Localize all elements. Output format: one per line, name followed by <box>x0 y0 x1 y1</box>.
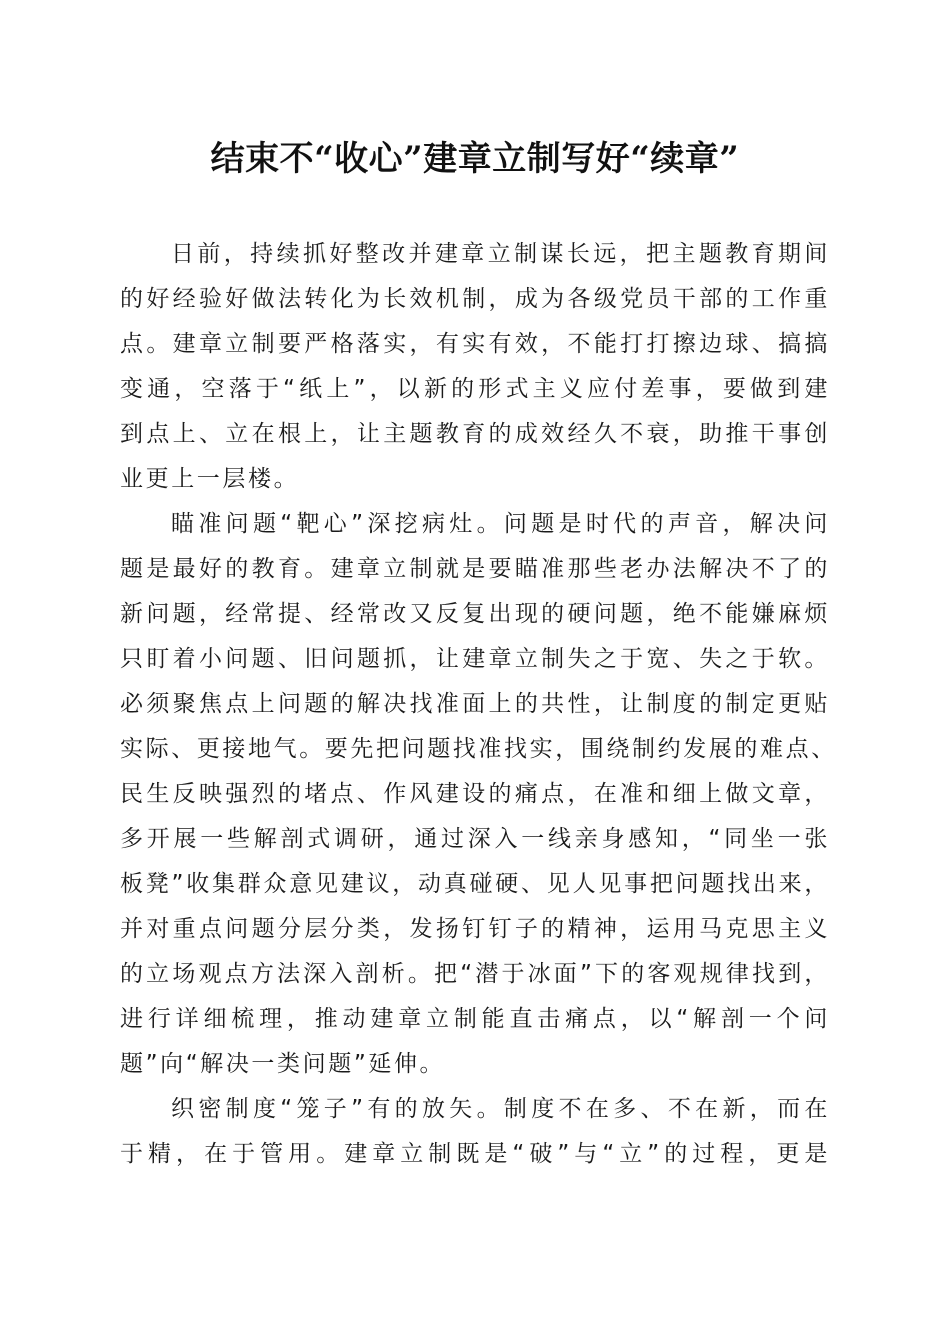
paragraph-1 <box>120 232 830 502</box>
text-line: 进行详细梳理，推动建章立制能直击痛点，以“解剖一个问 <box>120 1006 830 1032</box>
paragraph-3 <box>120 1087 830 1177</box>
text-line: 织密制度“笼子”有的放矢。制度不在多、不在新，而在 <box>171 1096 830 1122</box>
text-line: 的好经验好做法转化为长效机制，成为各级党员干部的工作重 <box>120 286 830 312</box>
text-line: 实际、更接地气。要先把问题找准找实，围绕制约发展的难点、 <box>120 736 837 762</box>
text-line: 题”向“解决一类问题”延伸。 <box>120 1051 446 1077</box>
text-line: 只盯着小问题、旧问题抓，让建章立制失之于宽、失之于软。 <box>120 646 830 672</box>
text-line: 到点上、立在根上，让主题教育的成效经久不衰，助推干事创 <box>120 421 830 447</box>
text-line: 题是最好的教育。建章立制就是要瞄准那些老办法解决不了的 <box>120 556 830 582</box>
text-line: 瞄准问题“靶心”深挖病灶。问题是时代的声音，解决问 <box>171 511 830 537</box>
document-body <box>120 232 837 1177</box>
text-line: 新问题，经常提、经常改又反复出现的硬问题，绝不能嫌麻烦 <box>120 601 830 627</box>
text-line: 板凳”收集群众意见建议，动真碰硬、见人见事把问题找出来， <box>120 871 830 897</box>
text-line: 多开展一些解剖式调研，通过深入一线亲身感知，“同坐一张 <box>120 826 830 852</box>
text-line: 必须聚焦点上问题的解决找准面上的共性，让制度的制定更贴 <box>120 691 830 717</box>
document-title: 结束不“收心”建章立制写好“续章” <box>210 139 740 179</box>
text-line: 日前，持续抓好整改并建章立制谋长远，把主题教育期间 <box>171 241 830 267</box>
text-line: 的立场观点方法深入剖析。把“潜于冰面”下的客观规律找到， <box>120 961 830 987</box>
text-line: 业更上一层楼。 <box>120 466 300 492</box>
paragraph-2 <box>120 502 837 1087</box>
text-line: 并对重点问题分层分类，发扬钉钉子的精神，运用马克思主义 <box>120 916 830 942</box>
text-line: 民生反映强烈的堵点、作风建设的痛点，在准和细上做文章， <box>120 781 830 807</box>
text-line: 于精，在于管用。建章立制既是“破”与“立”的过程，更是 <box>120 1141 830 1167</box>
text-line: 点。建章立制要严格落实，有实有效，不能打打擦边球、搞搞 <box>120 331 830 357</box>
text-line: 变通，空落于“纸上”，以新的形式主义应付差事，要做到建 <box>120 376 830 402</box>
